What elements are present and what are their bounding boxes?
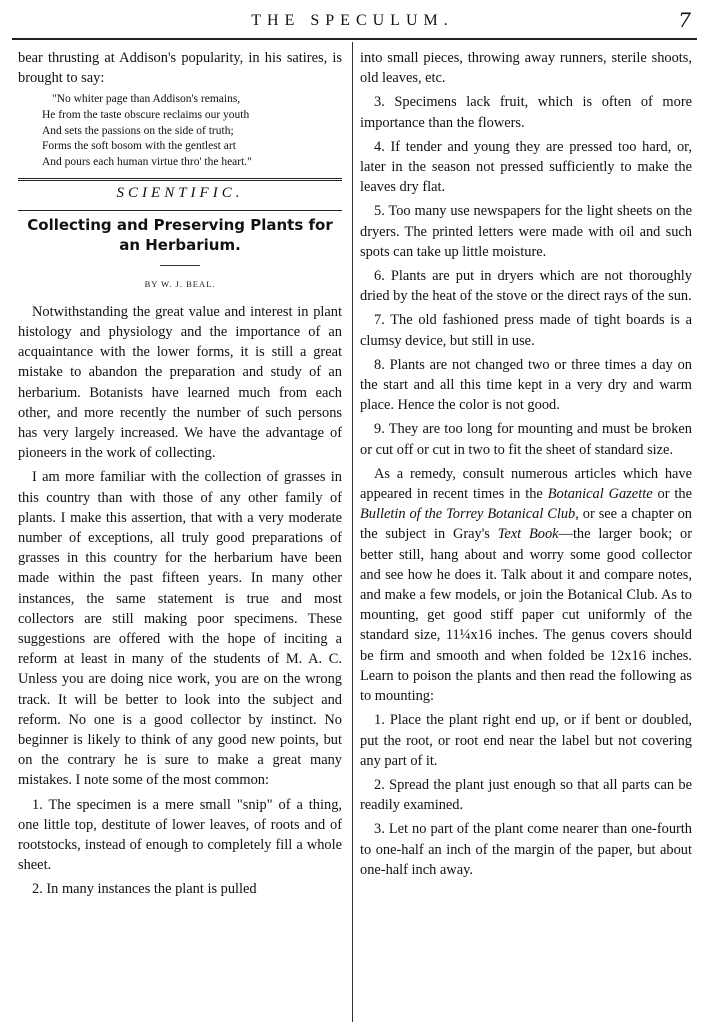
list-item: 7. The old fashioned press made of tight boards is a clumsy device, but still in use.: [360, 312, 692, 349]
paragraph: I am more familiar with the collection of grasses in this country than with those of any other family of plants. I make this assertion, that with a very moderate number of exceptions, all truly good preparations of grasses in this country for the herbarium have been made within the past fifteen years. In many other instances, the same statement is true and most collectors are still making poor specimens. These suggestions are offered with the hope of inciting a reform at least in many of the students of M. A. C. Unless you are doing nice work, you are on the wrong track. It will be better to look into the subject and reform. No one is a good collector by instinct. No beginner is likely to think of any good new points, but on the contrary he is sure to make a great many mistakes. I note some of the most common:: [18, 469, 342, 789]
left-column: [18, 48, 342, 1020]
paragraph: into small pieces, throwing away runners, sterile shoots, old leaves, etc.: [360, 50, 692, 87]
intro-text: bear thrusting at Addison's popularity, in his satires, is brought to say:: [18, 50, 342, 87]
page-number: 7: [678, 8, 691, 32]
section-rule-bottom: [18, 210, 342, 211]
poem-line: He from the taste obscure reclaims our youth: [42, 109, 250, 121]
section-heading: SCIENTIFIC.: [116, 185, 244, 202]
list-item: 3. Specimens lack fruit, which is often of more importance than the flowers.: [360, 94, 692, 131]
poem-line: Forms the soft bosom with the gentlest art: [42, 140, 236, 153]
remedy-paragraph: [360, 464, 692, 706]
list-item: 6. Plants are put in dryers which are not thoroughly dried by the heat of the stove or the direct rays of the sun.: [360, 268, 692, 305]
list-item: 9. They are too long for mounting and must be broken or cut off or cut in two to fit the sheet of standard size.: [360, 421, 692, 458]
list-item: 2. Spread the plant just enough so that all parts can be readily examined.: [360, 776, 692, 814]
list-item: 1. Place the plant right end up, or if bent or doubled, put the root, or root end near the label but not covering any part of it.: [360, 712, 692, 769]
byline: BY W. J. BEAL.: [144, 278, 216, 289]
list-item: 3. Let no part of the plant come nearer than one-fourth to one-half an inch of the margin of the paper, but about one-half inch away.: [360, 821, 692, 878]
text-run: or the: [652, 486, 692, 503]
running-header: [0, 6, 705, 38]
journal-name: Bulletin of the Torrey Botanical Club,: [360, 506, 579, 523]
article-title: Collecting and Preserving Plants for an Herbarium.: [27, 215, 333, 254]
text-run: As a remedy, consult numerous articles which have appeared in recent times in the: [360, 465, 692, 503]
journal-name: Botanical Gazette: [547, 486, 653, 503]
poem-line: And pours each human virtue thro' the heart.": [42, 155, 252, 168]
paragraph: Notwithstanding the great value and interest in plant histology and physiology and the importance of an acquaintance with the lower forms, it is still a great mistake to abandon the preparation and study of an herbarium. Botanists have learned much from each other, and more recently the number of such persons has very largely increased. We have the advantage of pioneers in the work of collecting.: [18, 303, 342, 462]
journal-title: THE SPECULUM.: [251, 12, 454, 29]
list-item: 8. Plants are not changed two or three times a day on the start and all this time kept in a very dry and warm place. Hence the color is not good.: [360, 356, 692, 414]
text-run: —the larger book; or better still, hang about and worry some good collector and see how he does it. Talk about it and compare notes, and make a few models, or join the Botanical Club. As to mounting, get good stiff paper cut uniformly of the standard size, 11¼x16 inches. The genus covers should be firm and smooth and when folded be 12x16 inches. Learn to poison the plants and then read the following as to mounting:: [360, 526, 692, 705]
text-run: or see a chapter on the subject in Gray's: [360, 506, 692, 543]
byline-rule: [160, 265, 200, 266]
column-divider: [352, 42, 353, 1022]
book-title: Text Book: [497, 526, 559, 543]
section-rule: [18, 178, 342, 181]
header-rule: [12, 38, 697, 40]
paragraph: 1. The specimen is a mere small "snip" of a thing, one little top, destitute of lower leaves, of roots and of rootstocks, instead of enough to completely fill a whole sheet.: [18, 796, 342, 874]
list-item: 5. Too many use newspapers for the light sheets on the dryers. The printed letters were made with oil and such spots can take up little moisture.: [360, 203, 692, 260]
poem-quote: [42, 92, 342, 170]
poem-line: And sets the passions on the side of truth;: [42, 124, 234, 137]
right-column: [360, 48, 692, 1020]
poem-line: "No whiter page than Addison's remains,: [52, 93, 241, 106]
paragraph: 2. In many instances the plant is pulled: [32, 881, 257, 898]
list-item: 4. If tender and young they are pressed too hard, or, later in the season not pressed sufficiently to make the leaves dry flat.: [360, 138, 692, 196]
